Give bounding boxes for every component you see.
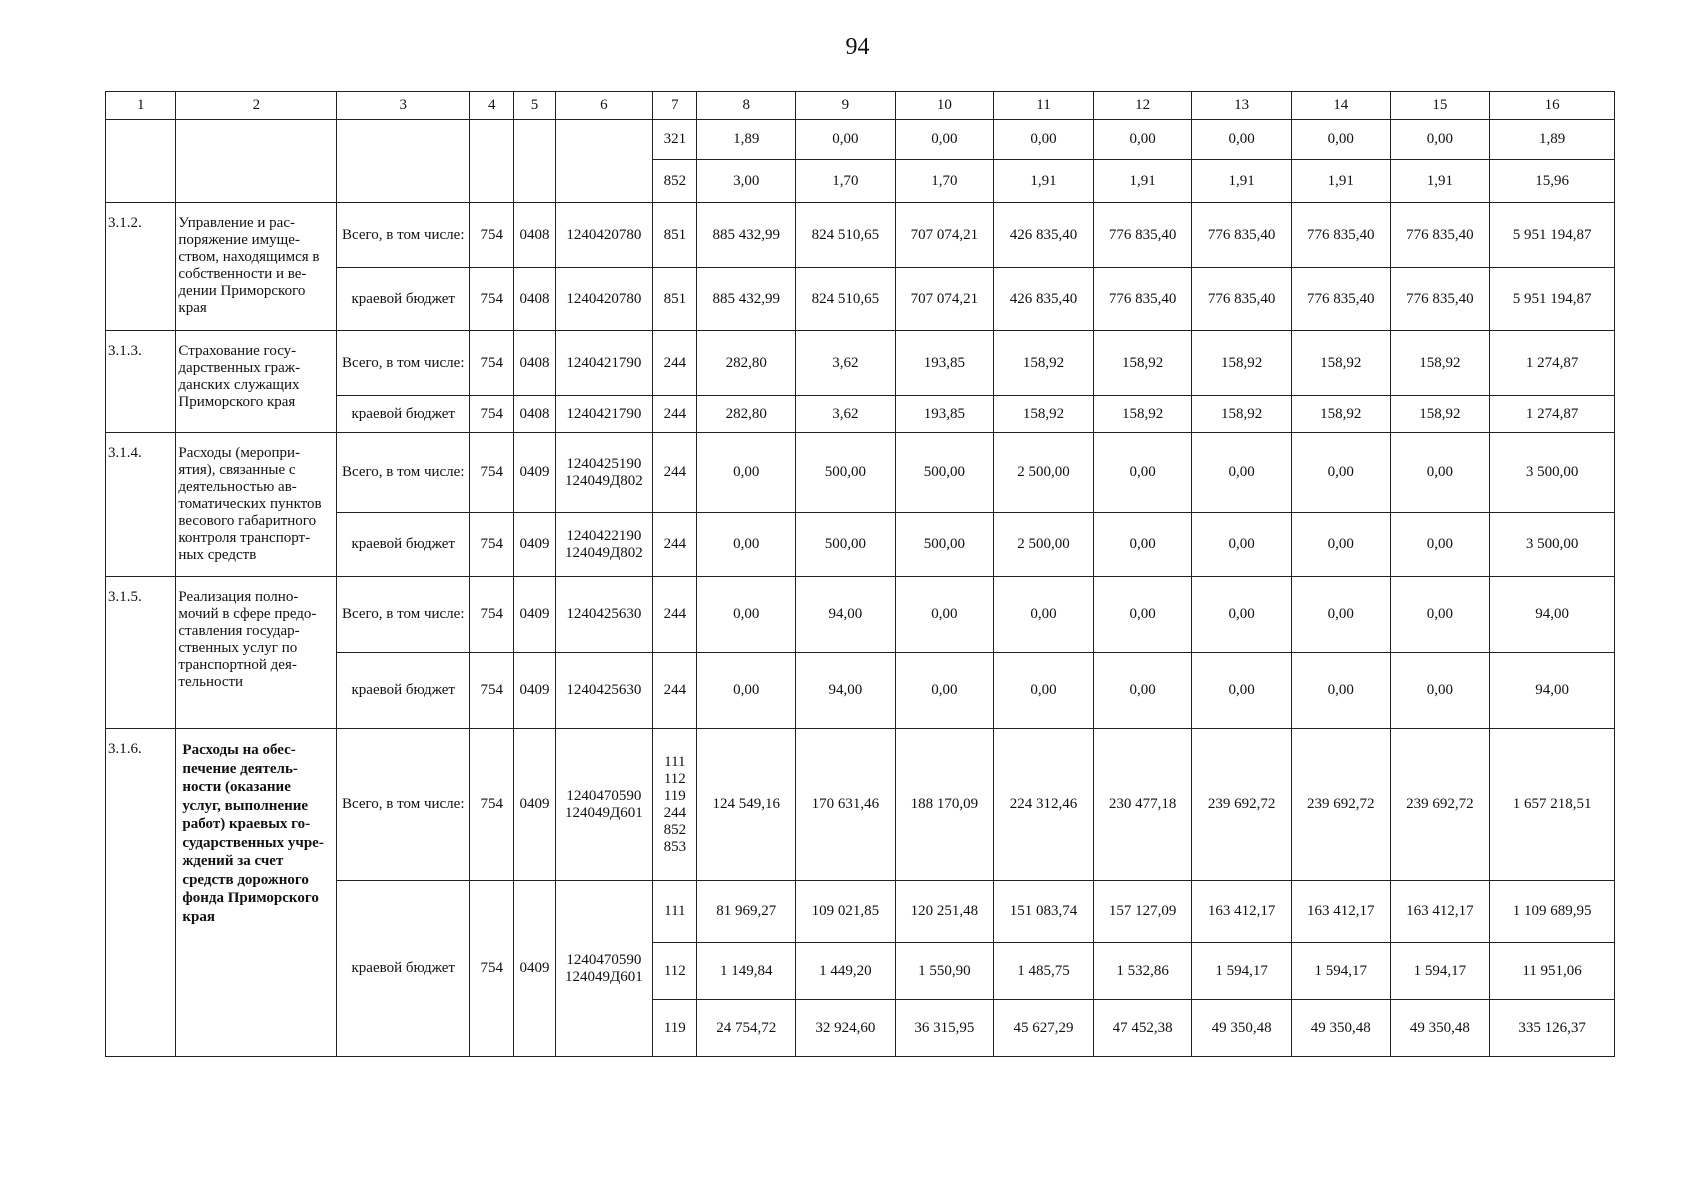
item-name: Страхование госу- дарственных граж- данских служащих Приморского края xyxy=(176,331,337,433)
kvr-cell: 244 xyxy=(653,396,697,433)
value-cell: 239 692,72 xyxy=(1192,729,1292,881)
total-cell: 15,96 xyxy=(1490,160,1615,203)
value-cell: 158,92 xyxy=(1093,396,1192,433)
funding-source: краевой бюджет xyxy=(337,881,470,1057)
table-row xyxy=(106,433,1615,513)
total-cell: 11 951,06 xyxy=(1490,943,1615,1000)
rzpr-cell xyxy=(514,120,555,203)
item-number: 3.1.4. xyxy=(106,433,176,577)
value-cell: 0,00 xyxy=(1390,513,1490,577)
csr-cell: 1240425630 xyxy=(555,577,653,653)
item-name: Реализация полно- мочий в сфере предо- ставления государ- ственных услуг по транспортной дея- тельности xyxy=(176,577,337,729)
value-cell: 49 350,48 xyxy=(1390,1000,1490,1057)
rzpr-cell: 0409 xyxy=(514,433,555,513)
grbs-cell: 754 xyxy=(470,331,514,396)
value-cell: 0,00 xyxy=(1390,653,1490,729)
value-cell: 230 477,18 xyxy=(1093,729,1192,881)
value-cell: 0,00 xyxy=(994,653,1094,729)
value-cell: 1 485,75 xyxy=(994,943,1094,1000)
value-cell: 47 452,38 xyxy=(1093,1000,1192,1057)
value-cell: 193,85 xyxy=(895,331,994,396)
col-header: 12 xyxy=(1093,92,1192,120)
value-cell: 0,00 xyxy=(1093,433,1192,513)
total-cell: 1 274,87 xyxy=(1490,331,1615,396)
value-cell: 0,00 xyxy=(1390,433,1490,513)
budget-table xyxy=(105,91,1615,1057)
funding-source: Всего, в том числе: xyxy=(337,331,470,396)
total-cell: 1 274,87 xyxy=(1490,396,1615,433)
value-cell: 500,00 xyxy=(796,433,896,513)
kvr-cell: 321 xyxy=(653,120,697,160)
kvr-cell: 244 xyxy=(653,513,697,577)
value-cell: 1,91 xyxy=(1390,160,1490,203)
col-header: 11 xyxy=(994,92,1094,120)
value-cell: 0,00 xyxy=(1390,120,1490,160)
item-name: Расходы на обес- печение деятель- ности (оказание услуг, выполнение работ) краевых го- сударственных учре- ждений за счет средств дорожного фонда Приморского края xyxy=(176,729,337,1057)
value-cell: 0,00 xyxy=(796,120,896,160)
value-cell: 776 835,40 xyxy=(1291,268,1390,331)
grbs-cell: 754 xyxy=(470,577,514,653)
value-cell: 0,00 xyxy=(1291,120,1390,160)
value-cell: 49 350,48 xyxy=(1192,1000,1292,1057)
csr-cell: 1240420780 xyxy=(555,268,653,331)
value-cell: 163 412,17 xyxy=(1291,881,1390,943)
total-cell: 1,89 xyxy=(1490,120,1615,160)
col-header: 1 xyxy=(106,92,176,120)
grbs-cell: 754 xyxy=(470,653,514,729)
value-cell: 707 074,21 xyxy=(895,268,994,331)
value-cell: 0,00 xyxy=(994,577,1094,653)
column-number-header-row xyxy=(106,92,1615,120)
value-cell: 120 251,48 xyxy=(895,881,994,943)
total-cell: 3 500,00 xyxy=(1490,513,1615,577)
rzpr-cell: 0409 xyxy=(514,881,555,1057)
grbs-cell: 754 xyxy=(470,396,514,433)
value-cell: 158,92 xyxy=(1291,331,1390,396)
kvr-cell: 111 xyxy=(653,881,697,943)
kvr-cell: 244 xyxy=(653,577,697,653)
value-cell: 885 432,99 xyxy=(697,268,796,331)
value-cell: 885 432,99 xyxy=(697,203,796,268)
value-cell: 1 594,17 xyxy=(1291,943,1390,1000)
total-cell: 5 951 194,87 xyxy=(1490,268,1615,331)
grbs-cell: 754 xyxy=(470,433,514,513)
value-cell: 707 074,21 xyxy=(895,203,994,268)
value-cell: 163 412,17 xyxy=(1192,881,1292,943)
kvr-cell: 851 xyxy=(653,203,697,268)
kvr-cell: 244 xyxy=(653,331,697,396)
value-cell: 282,80 xyxy=(697,396,796,433)
csr-cell: 1240420780 xyxy=(555,203,653,268)
value-cell: 0,00 xyxy=(697,577,796,653)
value-cell: 1,89 xyxy=(697,120,796,160)
value-cell: 500,00 xyxy=(796,513,896,577)
value-cell: 158,92 xyxy=(1291,396,1390,433)
rzpr-cell: 0409 xyxy=(514,513,555,577)
total-cell: 1 657 218,51 xyxy=(1490,729,1615,881)
grbs-cell: 754 xyxy=(470,729,514,881)
rzpr-cell: 0409 xyxy=(514,729,555,881)
value-cell: 3,62 xyxy=(796,396,896,433)
col-header: 2 xyxy=(176,92,337,120)
col-header: 3 xyxy=(337,92,470,120)
value-cell: 224 312,46 xyxy=(994,729,1094,881)
col-header: 7 xyxy=(653,92,697,120)
table-row xyxy=(106,120,1615,160)
value-cell: 158,92 xyxy=(1093,331,1192,396)
value-cell: 0,00 xyxy=(994,120,1094,160)
value-cell: 776 835,40 xyxy=(1093,268,1192,331)
value-cell: 158,92 xyxy=(1390,396,1490,433)
funding-source: Всего, в том числе: xyxy=(337,203,470,268)
value-cell: 1 149,84 xyxy=(697,943,796,1000)
grbs-cell: 754 xyxy=(470,203,514,268)
funding-source: Всего, в том числе: xyxy=(337,433,470,513)
csr-cell xyxy=(555,120,653,203)
item-name-cell xyxy=(176,120,337,203)
funding-source: краевой бюджет xyxy=(337,653,470,729)
value-cell: 0,00 xyxy=(1093,120,1192,160)
value-cell: 49 350,48 xyxy=(1291,1000,1390,1057)
rzpr-cell: 0409 xyxy=(514,653,555,729)
funding-source: краевой бюджет xyxy=(337,268,470,331)
value-cell: 151 083,74 xyxy=(994,881,1094,943)
total-cell: 1 109 689,95 xyxy=(1490,881,1615,943)
value-cell: 0,00 xyxy=(1093,577,1192,653)
value-cell: 776 835,40 xyxy=(1390,268,1490,331)
col-header: 15 xyxy=(1390,92,1490,120)
value-cell: 1 594,17 xyxy=(1192,943,1292,1000)
value-cell: 94,00 xyxy=(796,577,896,653)
value-cell: 2 500,00 xyxy=(994,513,1094,577)
value-cell: 3,00 xyxy=(697,160,796,203)
value-cell: 45 627,29 xyxy=(994,1000,1094,1057)
kvr-cell: 111 112 119 244 852 853 xyxy=(653,729,697,881)
value-cell: 0,00 xyxy=(895,120,994,160)
col-header: 16 xyxy=(1490,92,1615,120)
funding-source: Всего, в том числе: xyxy=(337,577,470,653)
value-cell: 1,91 xyxy=(1192,160,1292,203)
col-header: 13 xyxy=(1192,92,1292,120)
value-cell: 0,00 xyxy=(697,433,796,513)
value-cell: 776 835,40 xyxy=(1390,203,1490,268)
csr-cell: 1240421790 xyxy=(555,396,653,433)
value-cell: 3,62 xyxy=(796,331,896,396)
kvr-cell: 112 xyxy=(653,943,697,1000)
value-cell: 239 692,72 xyxy=(1390,729,1490,881)
kvr-cell: 244 xyxy=(653,653,697,729)
value-cell: 0,00 xyxy=(895,577,994,653)
value-cell: 0,00 xyxy=(1192,513,1292,577)
value-cell: 1,91 xyxy=(1291,160,1390,203)
table-row xyxy=(106,729,1615,881)
value-cell: 0,00 xyxy=(697,513,796,577)
value-cell: 1,91 xyxy=(1093,160,1192,203)
table-row xyxy=(106,331,1615,396)
item-number: 3.1.6. xyxy=(106,729,176,1057)
grbs-cell: 754 xyxy=(470,881,514,1057)
value-cell: 776 835,40 xyxy=(1093,203,1192,268)
value-cell: 81 969,27 xyxy=(697,881,796,943)
value-cell: 163 412,17 xyxy=(1390,881,1490,943)
col-header: 5 xyxy=(514,92,555,120)
value-cell: 0,00 xyxy=(1291,513,1390,577)
csr-cell: 1240425190 124049Д802 xyxy=(555,433,653,513)
value-cell: 158,92 xyxy=(1192,331,1292,396)
csr-cell: 1240422190 124049Д802 xyxy=(555,513,653,577)
value-cell: 0,00 xyxy=(1093,653,1192,729)
value-cell: 193,85 xyxy=(895,396,994,433)
rzpr-cell: 0408 xyxy=(514,396,555,433)
value-cell: 776 835,40 xyxy=(1192,268,1292,331)
value-cell: 157 127,09 xyxy=(1093,881,1192,943)
kvr-cell: 119 xyxy=(653,1000,697,1057)
value-cell: 0,00 xyxy=(1390,577,1490,653)
total-cell: 94,00 xyxy=(1490,577,1615,653)
total-cell: 335 126,37 xyxy=(1490,1000,1615,1057)
col-header: 8 xyxy=(697,92,796,120)
value-cell: 0,00 xyxy=(1192,577,1292,653)
value-cell: 188 170,09 xyxy=(895,729,994,881)
value-cell: 1,91 xyxy=(994,160,1094,203)
table-row xyxy=(106,577,1615,653)
item-number: 3.1.2. xyxy=(106,203,176,331)
kvr-cell: 244 xyxy=(653,433,697,513)
col-header: 6 xyxy=(555,92,653,120)
value-cell: 124 549,16 xyxy=(697,729,796,881)
total-cell: 3 500,00 xyxy=(1490,433,1615,513)
value-cell: 36 315,95 xyxy=(895,1000,994,1057)
value-cell: 1,70 xyxy=(895,160,994,203)
value-cell: 1 449,20 xyxy=(796,943,896,1000)
rzpr-cell: 0408 xyxy=(514,331,555,396)
csr-cell: 1240425630 xyxy=(555,653,653,729)
value-cell: 0,00 xyxy=(1192,120,1292,160)
grbs-cell: 754 xyxy=(470,513,514,577)
col-header: 10 xyxy=(895,92,994,120)
value-cell: 32 924,60 xyxy=(796,1000,896,1057)
total-cell: 5 951 194,87 xyxy=(1490,203,1615,268)
value-cell: 0,00 xyxy=(1192,433,1292,513)
value-cell: 1,70 xyxy=(796,160,896,203)
item-number-cell xyxy=(106,120,176,203)
value-cell: 500,00 xyxy=(895,513,994,577)
item-name: Расходы (меропри- ятия), связанные с деятельностью ав- томатических пунктов весового габаритного контроля транспорт- ных средств xyxy=(176,433,337,577)
value-cell: 426 835,40 xyxy=(994,268,1094,331)
value-cell: 776 835,40 xyxy=(1192,203,1292,268)
value-cell: 426 835,40 xyxy=(994,203,1094,268)
funding-source: краевой бюджет xyxy=(337,513,470,577)
kvr-cell: 852 xyxy=(653,160,697,203)
rzpr-cell: 0408 xyxy=(514,268,555,331)
value-cell: 0,00 xyxy=(895,653,994,729)
rzpr-cell: 0408 xyxy=(514,203,555,268)
item-number: 3.1.5. xyxy=(106,577,176,729)
value-cell: 158,92 xyxy=(994,396,1094,433)
value-cell: 0,00 xyxy=(1291,653,1390,729)
value-cell: 94,00 xyxy=(796,653,896,729)
csr-cell: 1240470590 124049Д601 xyxy=(555,729,653,881)
value-cell: 282,80 xyxy=(697,331,796,396)
item-number: 3.1.3. xyxy=(106,331,176,433)
kvr-cell: 851 xyxy=(653,268,697,331)
funding-source: Всего, в том числе: xyxy=(337,729,470,881)
value-cell: 1 550,90 xyxy=(895,943,994,1000)
value-cell: 776 835,40 xyxy=(1291,203,1390,268)
grbs-cell: 754 xyxy=(470,268,514,331)
value-cell: 158,92 xyxy=(1390,331,1490,396)
col-header: 4 xyxy=(470,92,514,120)
col-header: 14 xyxy=(1291,92,1390,120)
value-cell: 158,92 xyxy=(994,331,1094,396)
page-number: 94 xyxy=(845,34,870,60)
value-cell: 2 500,00 xyxy=(994,433,1094,513)
funding-source: краевой бюджет xyxy=(337,396,470,433)
value-cell: 0,00 xyxy=(1093,513,1192,577)
value-cell: 1 532,86 xyxy=(1093,943,1192,1000)
value-cell: 824 510,65 xyxy=(796,268,896,331)
value-cell: 0,00 xyxy=(1291,577,1390,653)
value-cell: 0,00 xyxy=(1291,433,1390,513)
csr-cell: 1240470590 124049Д601 xyxy=(555,881,653,1057)
col-header: 9 xyxy=(796,92,896,120)
rzpr-cell: 0409 xyxy=(514,577,555,653)
item-name: Управление и рас- поряжение имуще- ством, находящимся в собственности и ве- дении Приморского края xyxy=(176,203,337,331)
table-row xyxy=(106,203,1615,268)
csr-cell: 1240421790 xyxy=(555,331,653,396)
value-cell: 824 510,65 xyxy=(796,203,896,268)
value-cell: 239 692,72 xyxy=(1291,729,1390,881)
grbs-cell xyxy=(470,120,514,203)
value-cell: 109 021,85 xyxy=(796,881,896,943)
value-cell: 170 631,46 xyxy=(796,729,896,881)
funding-source-cell xyxy=(337,120,470,203)
value-cell: 1 594,17 xyxy=(1390,943,1490,1000)
value-cell: 0,00 xyxy=(697,653,796,729)
value-cell: 158,92 xyxy=(1192,396,1292,433)
total-cell: 94,00 xyxy=(1490,653,1615,729)
value-cell: 0,00 xyxy=(1192,653,1292,729)
value-cell: 24 754,72 xyxy=(697,1000,796,1057)
value-cell: 500,00 xyxy=(895,433,994,513)
